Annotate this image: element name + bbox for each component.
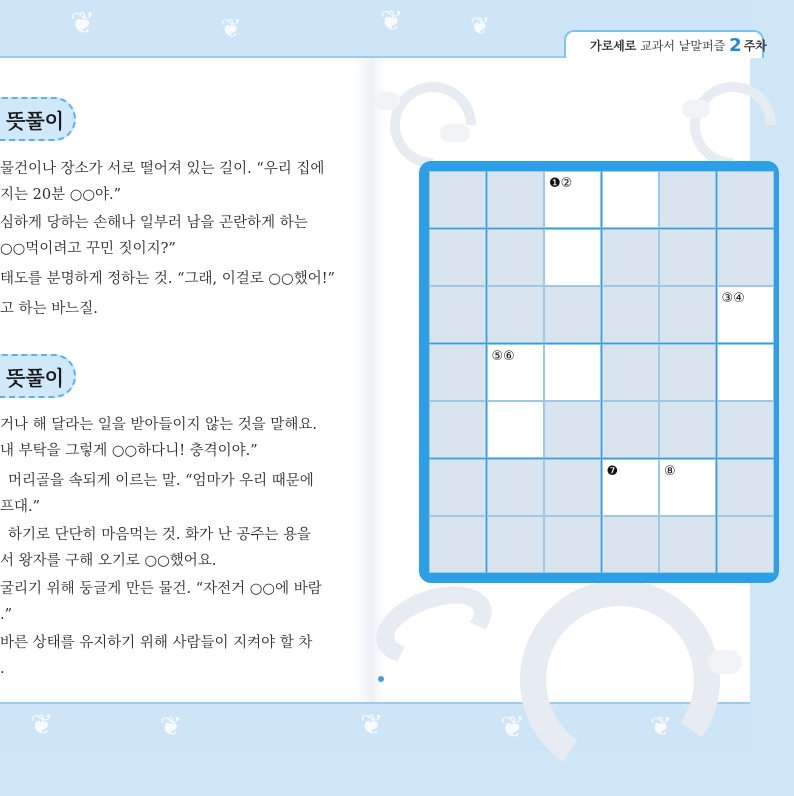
puzzle-cell-blank	[429, 229, 486, 286]
down-clue-line: 하기로 단단히 마음먹는 것. 화가 난 공주는 용을	[8, 527, 312, 543]
puzzle-cell-number: ⑧	[664, 463, 676, 479]
across-clue-line: ○○먹이려고 꾸민 짓이지?”	[0, 241, 176, 257]
down-clue-line: 굴리기 위해 둥글게 만든 물건. “자전거 ○○에 바람	[0, 581, 322, 597]
puzzle-cell-blank	[602, 401, 659, 458]
header-series: 가로세로	[590, 38, 637, 53]
puzzle-cell-blank	[602, 516, 659, 573]
puzzle-cell-number: ③④	[721, 291, 745, 306]
puzzle-cell-blank	[429, 344, 486, 401]
puzzle-cell-blank	[487, 459, 544, 516]
cloud-decoration	[682, 100, 710, 118]
across-section-label	[0, 97, 76, 141]
bow-decoration-icon: ❦	[160, 712, 182, 742]
bow-decoration-icon: ❦	[650, 712, 672, 742]
puzzle-cell-blank	[717, 171, 774, 228]
across-clue-line: 태도를 분명하게 정하는 것. “그래, 이걸로 ○○했어!”	[0, 271, 335, 287]
puzzle-cell-blank	[717, 401, 774, 458]
bow-decoration-icon: ❦	[380, 4, 404, 37]
puzzle-cell-number: ❶②	[549, 176, 573, 191]
puzzle-cell-open[interactable]	[602, 459, 659, 516]
puzzle-cell-blank	[487, 286, 544, 343]
puzzle-cell-open[interactable]	[602, 171, 659, 228]
page-gutter	[356, 56, 386, 704]
cloud-decoration	[708, 650, 742, 674]
running-header	[564, 30, 767, 58]
bow-decoration-icon: ❦	[360, 708, 384, 741]
puzzle-cell-blank	[429, 401, 486, 458]
header-week-suffix: 주차	[743, 38, 767, 53]
puzzle-cell-blank	[602, 229, 659, 286]
puzzle-cell-blank	[429, 516, 486, 573]
puzzle-cell-blank	[544, 459, 601, 516]
cloud-decoration	[440, 124, 470, 142]
across-clue-line: 심하게 당하는 손해나 일부러 남을 곤란하게 하는	[0, 215, 308, 231]
puzzle-cell-blank	[487, 516, 544, 573]
puzzle-cell-blank	[659, 401, 716, 458]
puzzle-cell-number: ❼	[606, 463, 619, 479]
down-clue-line: .	[0, 661, 5, 677]
puzzle-cell-open[interactable]	[487, 401, 544, 458]
puzzle-cell-blank	[429, 171, 486, 228]
bow-decoration-icon: ❦	[470, 12, 491, 40]
puzzle-cell-blank	[429, 459, 486, 516]
bow-decoration-icon: ❦	[500, 710, 526, 745]
cloud-decoration	[374, 92, 400, 110]
down-clue-line: .”	[0, 607, 13, 623]
puzzle-cell-open[interactable]	[487, 344, 544, 401]
down-clue-line: 바른 상태를 유지하기 위해 사람들이 지켜야 할 차	[0, 635, 313, 651]
puzzle-cell-blank	[717, 229, 774, 286]
puzzle-cell-open[interactable]	[544, 229, 601, 286]
down-clue-line: 내 부탁을 그렇게 ○○하다니! 충격이야.”	[0, 443, 258, 459]
puzzle-cell-open[interactable]	[717, 344, 774, 401]
puzzle-cell-blank	[487, 171, 544, 228]
puzzle-cell-blank	[602, 344, 659, 401]
puzzle-cell-blank	[429, 286, 486, 343]
puzzle-cell-blank	[659, 344, 716, 401]
header-week-number: 2	[729, 34, 742, 56]
puzzle-cell-number: ⑤⑥	[491, 348, 515, 364]
puzzle-cell-open[interactable]	[659, 459, 716, 516]
across-label-text: 뜻풀이	[6, 108, 64, 133]
down-clue-line: 머리골을 속되게 이르는 말. “엄마가 우리 때문에	[8, 473, 314, 489]
down-clue-line: 서 왕자를 구해 오기로 ○○했어요.	[0, 553, 217, 569]
across-clue-line: 고 하는 바느질.	[0, 301, 98, 317]
puzzle-cell-blank	[659, 171, 716, 228]
across-clue-line: 지는 20분 ○○야.”	[0, 187, 122, 203]
bow-decoration-icon: ❦	[70, 6, 96, 41]
puzzle-cell-blank	[659, 229, 716, 286]
puzzle-cell-blank	[487, 229, 544, 286]
puzzle-cell-blank	[544, 401, 601, 458]
puzzle-cell-blank	[544, 516, 601, 573]
page-dot	[378, 676, 384, 682]
puzzle-cell-open[interactable]	[544, 171, 601, 228]
puzzle-cell-open[interactable]	[544, 344, 601, 401]
down-label-text: 뜻풀이	[6, 365, 64, 390]
puzzle-cell-blank	[602, 286, 659, 343]
header-book-title: 교과서 낱말퍼즐	[640, 38, 726, 53]
down-clue-line: 프대.”	[0, 499, 41, 515]
down-clue-line: 거나 해 달라는 일을 받아들이지 않는 것을 말해요.	[0, 417, 318, 433]
bow-decoration-icon: ❦	[220, 14, 242, 44]
puzzle-cell-blank	[659, 286, 716, 343]
across-clue-line: 물건이나 장소가 서로 떨어져 있는 길이. “우리 집에	[0, 161, 325, 177]
puzzle-cell-blank	[717, 516, 774, 573]
puzzle-cell-open[interactable]	[717, 286, 774, 343]
puzzle-cell-blank	[717, 459, 774, 516]
puzzle-cell-blank	[544, 286, 601, 343]
puzzle-cell-blank	[659, 516, 716, 573]
bow-decoration-icon: ❦	[30, 708, 54, 741]
down-section-label	[0, 354, 76, 398]
